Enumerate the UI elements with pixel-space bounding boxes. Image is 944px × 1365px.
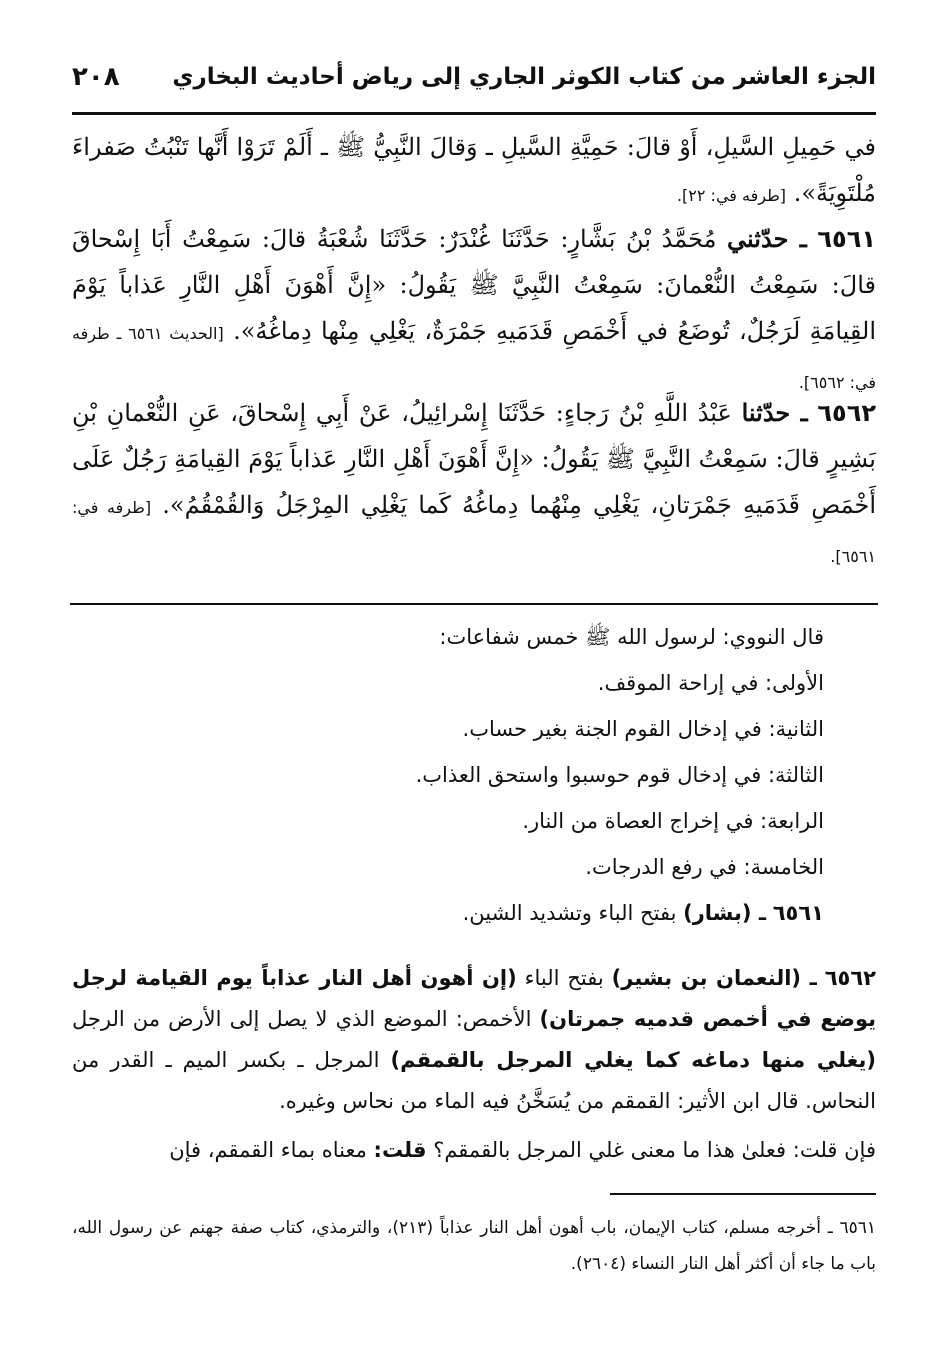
commentary-line: الرابعة: في إخراج العصاة من النار. xyxy=(522,809,824,833)
answer-text: معناه بماء القمقم، فإن xyxy=(169,1138,367,1162)
commentary-line: الثانية: في إدخال القوم الجنة بغير حساب. xyxy=(462,717,824,741)
commentary-line: الأولى: في إراحة الموقف. xyxy=(597,671,824,695)
hadith-text: عَبْدُ اللَّهِ بْنُ رَجاءٍ: حَدَّثَنَا إِسْرائِيلُ، عَنْ أَبِي إِسْحاقَ، عَنِ النُّعْمانِ بْنِ بَشِيرٍ قالَ: سَمِعْتُ النَّبِيَّ ﷺ يَقُولُ: «إِنَّ أَهْوَنَ أَهْلِ النَّارِ عَذاباً يَوْمَ القِيامَةِ رَجُلٌ عَلَى أَخْمَصِ قَدَمَيهِ جَمْرَتانِ، يَغْلِي مِنْهُما دِماغُهُ كَما يَغْلِي المِرْجَلُ وَالقُمْقُمُ». xyxy=(72,399,876,519)
commentary-line: الخامسة: في رفع الدرجات. xyxy=(585,855,824,879)
hadith-continuation xyxy=(72,124,876,219)
hadith-reference: [طرفه في: ٢٢]. xyxy=(676,186,787,205)
hadith-text: في حَمِيلِ السَّيلِ، أَوْ قالَ: حَمِيَّةِ السَّيلِ ـ وَقالَ النَّبِيُّ ﷺ ـ أَلَمْ تَرَوْا أَنَّها تَنْبُتُ صَفراءَ مُلْتَوِيَةً». xyxy=(72,133,876,207)
hadith-intro: ـ حدّثني xyxy=(727,224,807,253)
note-text: المرجل ـ بكسر الميم ـ القدر من النحاس. قال ابن الأثير: القمقم من يُسَخَّنُ فيه الماء من نحاس وغيره. xyxy=(72,1048,876,1113)
section-divider xyxy=(70,603,878,605)
page-header xyxy=(72,56,876,115)
hadith-reference: [الحديث ٦٥٦١ ـ طرفه في: ٦٥٦٢]. xyxy=(72,324,876,392)
question-text: فإن قلت: فعلىٰ هذا ما معنى غلي المرجل بالقمقم؟ xyxy=(433,1138,876,1162)
note-quote: (إن أهون أهل النار عذاباً يوم القيامة لرجل يوضع في أخمص قدميه جمرتان) xyxy=(72,966,877,1031)
note-number: ٦٥٦٢ xyxy=(824,966,876,990)
answer-label: قلت: xyxy=(373,1138,427,1162)
footnote-text: ٦٥٦١ ـ أخرجه مسلم، كتاب الإيمان، باب أهون أهل النار عذاباً (٢١٣)، والترمذي، كتاب صفة جهنم عن رسول الله، باب ما جاء أن أكثر أهل النار النساء (٢٦٠٤). xyxy=(72,1218,876,1274)
hadith-reference: [طرفه في: ٦٥٦١]. xyxy=(72,498,876,566)
footnote xyxy=(72,1210,876,1282)
note-number: ٦٥٦١ xyxy=(772,901,824,925)
commentary-line: قال النووي: لرسول الله ﷺ خمس شفاعات: xyxy=(439,625,824,649)
page-number: ٢٠٨ xyxy=(72,62,120,92)
commentary-note-6561 xyxy=(72,890,824,936)
commentary-list xyxy=(72,614,824,936)
hadith-number: ٦٥٦١ xyxy=(817,225,876,253)
note-term: ـ (بشار) xyxy=(683,901,767,925)
note-term: ـ (النعمان بن بشير) xyxy=(611,966,817,990)
commentary-line: الثالثة: في إدخال قوم حوسبوا واستحق العذاب. xyxy=(415,763,824,787)
footnote-divider xyxy=(610,1193,876,1195)
note-text: الأخمص: الموضع الذي لا يصل إلى الأرض من الرجل xyxy=(72,1007,532,1031)
hadith-6561 xyxy=(72,216,876,406)
hadith-text: مُحَمَّدُ بْنُ بَشَّارٍ: حَدَّثَنَا غُنْدَرٌ: حَدَّثَنَا شُعْبَةُ قالَ: سَمِعْتُ أَبَا إِسْحاقَ قالَ: سَمِعْتُ النُّعْمانَ: سَمِعْتُ النَّبِيَّ ﷺ يَقُولُ: «إِنَّ أَهْوَنَ أَهْلِ النَّارِ عَذاباً يَوْمَ القِيامَةِ لَرَجُلٌ، تُوضَعُ في أَخْمَصِ قَدَمَيهِ جَمْرَةٌ، يَغْلِي مِنْها دِماغُهُ». xyxy=(72,225,876,345)
note-text: بفتح الباء وتشديد الشين. xyxy=(462,901,677,925)
running-title: الجزء العاشر من كتاب الكوثر الجاري إلى رياض أحاديث البخاري xyxy=(172,64,876,90)
note-quote: (يغلي منها دماغه كما يغلي المرجل بالقمقم) xyxy=(390,1048,876,1072)
hadith-intro: ـ حدّثنا xyxy=(741,398,808,427)
hadith-6562 xyxy=(72,390,876,580)
question-paragraph xyxy=(72,1130,876,1171)
note-text: بفتح الباء xyxy=(524,966,604,990)
commentary-note-6562 xyxy=(72,958,876,1122)
hadith-number: ٦٥٦٢ xyxy=(817,399,876,427)
